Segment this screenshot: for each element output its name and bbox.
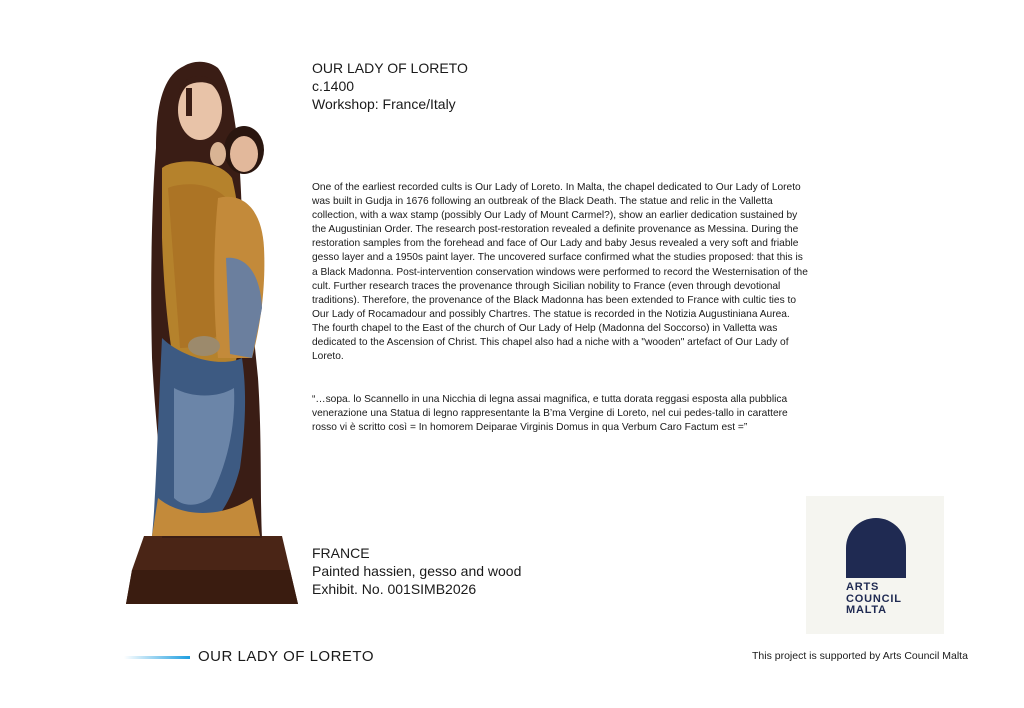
arch-logo-icon <box>846 518 906 578</box>
arts-council-logo <box>806 496 944 634</box>
logo-line-council: COUNCIL <box>846 592 902 605</box>
logo-wordmark <box>846 582 902 617</box>
artwork-origin: FRANCE <box>312 545 370 561</box>
archival-quote: “…sopa. lo Scannello in una Nicchia di legna assai magnifica, e tutta dorata reggasi esposta alla pubblica venerazione una Statua di legno rappresentante la B’ma Vergine di Loreto, nel cui pedes-tallo in carattere rosso vi è scritto così = In homorem Deiparae Virginis Domus in qua Verbum Caro Factum est =” <box>312 394 788 434</box>
artwork-description: One of the earliest recorded cults is Our Lady of Loreto. In Malta, the chapel dedicated to Our Lady of Loreto was built in Gudja in 1676 following an outbreak of the Black Death. The statue and relic in the Valletta collection, with a wax stamp (possibly Our Lady of Mount Carmel?), show an earlier dedication sustained by the Augustinian Order. The research post-restoration revealed a definite provenance as Messina. During the restoration samples from the forehead and face of Our Lady and baby Jesus revealed a very soft and friable gesso layer and a 1950s paint layer. The uncovered surface confirmed what the studies proposed: that this is a Black Madonna. Post-intervention conservation windows were performed to record the Westernisation of the cult. Further research traces the provenance through Sicilian nobility to France (even through devotional traditions). Therefore, the provenance of the Black Madonna has been extended to France with cultic ties to Our Lady of Rocamadour and possibly Chartres. The statue is recorded in the Notizia Augustiniana Aurea. The fourth chapel to the East of the church of Our Lady of Help (Madonna del Soccorso) in Valletta was dedicated to the Ascension of Christ. This chapel also had a niche with a "wooden" artefact of Our Lady of Loreto. <box>312 182 808 363</box>
artwork-header <box>312 59 468 113</box>
logo-line-arts: ARTS <box>846 581 880 593</box>
artwork-workshop: Workshop: France/Italy <box>312 96 456 112</box>
artwork-details <box>312 544 521 598</box>
exhibit-number: Exhibit. No. 001SIMB2026 <box>312 581 477 597</box>
artwork-materials: Painted hassien, gesso and wood <box>312 563 522 579</box>
artwork-date: c.1400 <box>312 78 355 94</box>
footer-accent-line <box>124 656 190 659</box>
artwork-title: OUR LADY OF LORETO <box>312 60 468 76</box>
footer-support-note: This project is supported by Arts Council Malta <box>752 650 968 662</box>
footer-title: OUR LADY OF LORETO <box>198 648 374 665</box>
logo-line-malta: MALTA <box>846 604 887 616</box>
statue-image <box>122 58 304 606</box>
